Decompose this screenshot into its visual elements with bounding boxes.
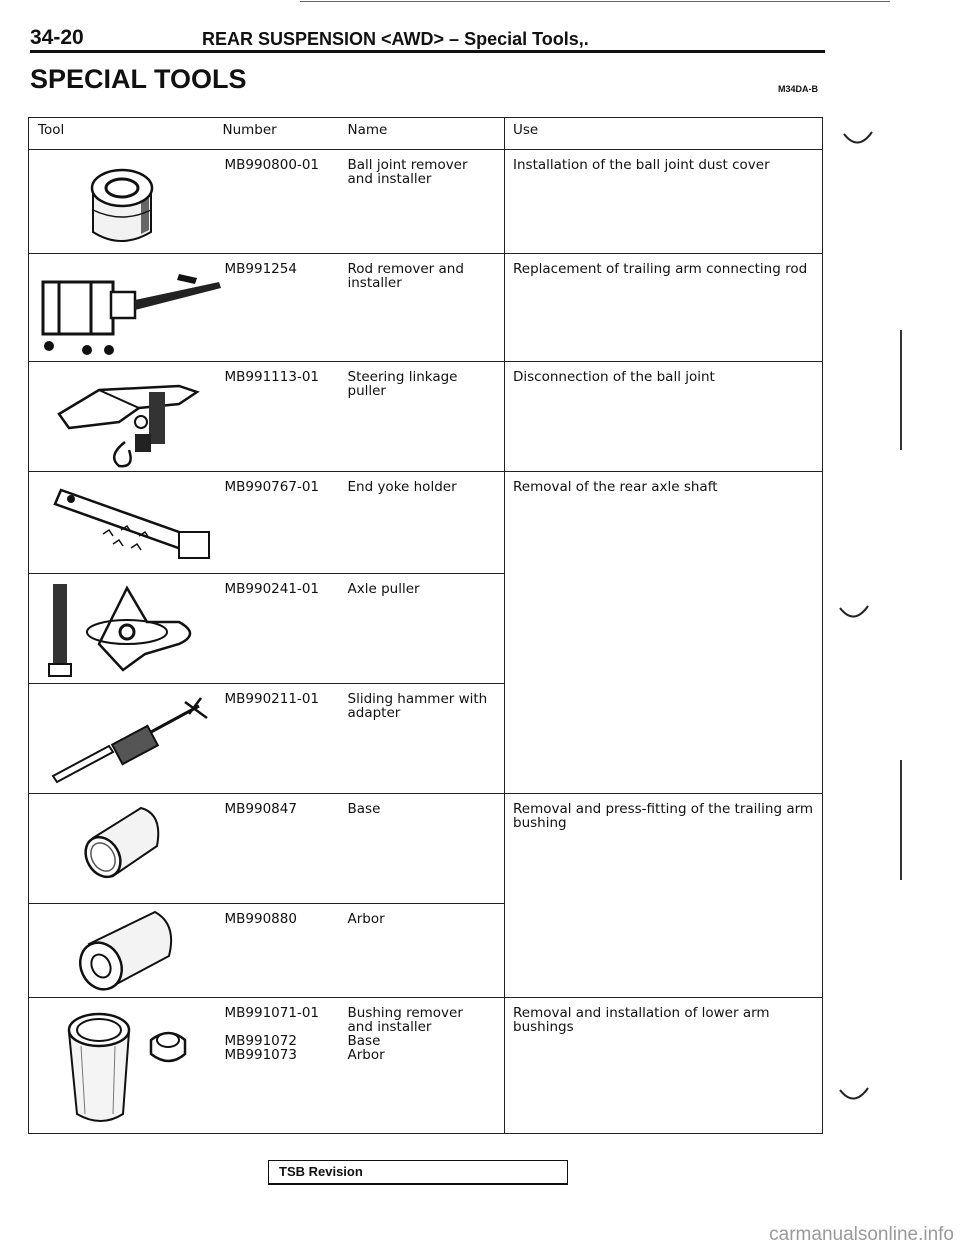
watermark: carmanualsonline.info [769, 1224, 954, 1245]
header-rule [30, 50, 825, 53]
tool-image-cell [29, 362, 223, 472]
tool-image-cell [29, 684, 223, 794]
margin-rule [900, 760, 902, 880]
tsb-revision-label: TSB Revision [279, 1164, 363, 1179]
tool-name-cell: Ball joint remover and installer [348, 150, 505, 254]
table-row [29, 998, 823, 1134]
reference-code: M34DA-B [778, 84, 819, 94]
tool-use-cell: Disconnection of the ball joint [505, 362, 823, 472]
ball-joint-installer-icon [29, 150, 223, 253]
tool-use-cell: Removal and press-fitting of the trailing arm bushing [505, 794, 823, 998]
table-row [29, 472, 823, 574]
tool-name-cell: Arbor [348, 904, 505, 998]
tool-use-cell: Replacement of trailing arm connecting rod [505, 254, 823, 362]
tool-number-cell: MB991113-01 [223, 362, 348, 472]
tool-image-cell [29, 472, 223, 574]
table-row [29, 362, 823, 472]
tool-number-cell: MB990767-01 [223, 472, 348, 574]
rod-remover-icon [29, 254, 223, 361]
tool-image-cell [29, 794, 223, 904]
tool-name-cell: End yoke holder [348, 472, 505, 574]
axle-puller-icon [29, 574, 223, 683]
special-tools-table [28, 117, 823, 1134]
tool-number-cell: MB990880 [223, 904, 348, 998]
section-title: REAR SUSPENSION <AWD> – Special Tools,. [202, 29, 589, 49]
base-cylinder-icon [29, 794, 223, 903]
column-header-use: Use [505, 118, 823, 150]
tool-name-cell: Sliding hammer with adapter [348, 684, 505, 794]
binder-mark-icon [836, 600, 876, 630]
tool-name-cell: Steering linkage puller [348, 362, 505, 472]
tool-use-cell: Removal and installation of lower arm bushings [505, 998, 823, 1134]
binder-mark-icon [840, 126, 880, 156]
column-header-number: Number [223, 118, 348, 150]
column-header-name: Name [348, 118, 505, 150]
tool-name-cell: Axle puller [348, 574, 505, 684]
top-rule [300, 1, 890, 2]
tool-image-cell [29, 150, 223, 254]
tsb-revision-box [268, 1160, 568, 1185]
column-header-tool: Tool [29, 118, 223, 150]
margin-rule [900, 330, 902, 450]
tool-number-cell: MB991254 [223, 254, 348, 362]
arbor-icon [29, 904, 223, 997]
page-title: SPECIAL TOOLS [30, 64, 247, 94]
table-row [29, 150, 823, 254]
tool-image-cell [29, 904, 223, 998]
tool-use-cell: Removal of the rear axle shaft [505, 472, 823, 794]
linkage-puller-icon [29, 362, 223, 471]
table-header-row [29, 118, 823, 150]
tool-image-cell [29, 998, 223, 1134]
page-header [30, 26, 825, 52]
tool-number-cell: MB990241-01 [223, 574, 348, 684]
binder-mark-icon [836, 1082, 876, 1112]
page-number: 34-20 [30, 26, 84, 49]
table-row [29, 254, 823, 362]
tool-use-cell: Installation of the ball joint dust cover [505, 150, 823, 254]
tool-name-cell: Rod remover and installer [348, 254, 505, 362]
yoke-holder-icon [29, 472, 223, 573]
tool-number-cell: MB990847 [223, 794, 348, 904]
tool-image-cell [29, 574, 223, 684]
tool-number-cell: MB990800-01 [223, 150, 348, 254]
sliding-hammer-icon [29, 684, 223, 793]
table-row [29, 794, 823, 904]
tool-name-cell: Base [348, 794, 505, 904]
tool-image-cell [29, 254, 223, 362]
tool-name-cell: Bushing remover and installer Base Arbor [348, 998, 505, 1134]
bushing-remover-icon [29, 998, 223, 1133]
tool-number-cell: MB990211-01 [223, 684, 348, 794]
tool-number-cell: MB991071-01 MB991072 MB991073 [223, 998, 348, 1134]
